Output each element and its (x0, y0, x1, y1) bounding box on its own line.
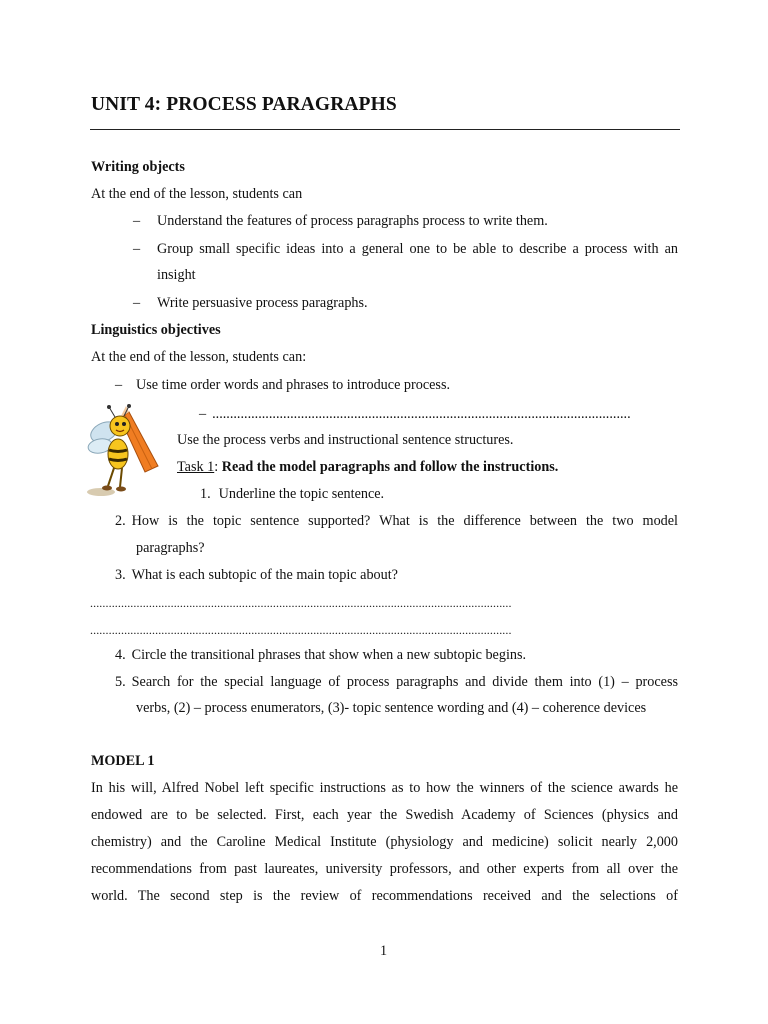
question-number: 4. (115, 647, 126, 663)
question-item (115, 673, 678, 691)
paragraph-line: world. The second step is the review of recommendations received and the selections of (91, 888, 678, 904)
answer-line: ........................................................................................................................................ (90, 623, 512, 637)
list-item-text: Group small specific ideas into a general one to be able to describe a process with an (157, 241, 678, 257)
question-text: How is the topic sentence supported? What is the difference between the two model (131, 513, 678, 529)
list-item-text: Write persuasive process paragraphs. (157, 295, 368, 311)
list-item (133, 294, 368, 312)
task-instruction (177, 458, 558, 476)
linguistics-objectives-heading: Linguistics objectives (91, 322, 221, 338)
list-item (199, 405, 631, 423)
list-item-text: Use time order words and phrases to introduce process. (136, 377, 451, 393)
paragraph-line: chemistry) and the Caroline Medical Institute (physiology and medicine) solicit nearly 2,000 (91, 834, 678, 850)
question-item (115, 566, 398, 584)
title-divider (90, 129, 680, 130)
dash-bullet: – (133, 295, 141, 311)
bee-with-pencil-icon (74, 402, 166, 500)
question-number: 5. (115, 674, 126, 690)
question-item (115, 512, 678, 530)
task-colon: : (214, 459, 219, 475)
list-item-continuation: insight (157, 267, 196, 283)
list-item-text: Understand the features of process paragraphs process to write them. (157, 213, 548, 229)
page-title: UNIT 4: PROCESS PARAGRAPHS (91, 94, 397, 115)
question-item (200, 485, 384, 503)
list-item (133, 240, 678, 258)
dotted-fill-line: ...................................................................................................................... (212, 406, 631, 422)
page-number: 1 (380, 943, 388, 959)
paragraph-line: recommendations from past laureates, university professors, and other experts from all over the (91, 861, 678, 877)
dash-bullet: – (199, 406, 207, 422)
dash-bullet: – (133, 241, 141, 257)
question-number: 2. (115, 513, 126, 529)
list-item-text: Use the process verbs and instructional sentence structures. (177, 432, 514, 448)
list-item (115, 376, 450, 394)
task-instruction-text: Read the model paragraphs and follow the instructions. (221, 459, 559, 475)
question-continuation: paragraphs? (136, 540, 205, 556)
paragraph-line: endowed are to be selected. First, each year the Swedish Academy of Sciences (physics and (91, 807, 678, 823)
question-number: 3. (115, 567, 126, 583)
question-text: Circle the transitional phrases that show when a new subtopic begins. (131, 647, 527, 663)
dash-bullet: – (133, 213, 141, 229)
question-text: Underline the topic sentence. (218, 486, 385, 502)
question-number: 1. (200, 486, 211, 502)
answer-line: ........................................................................................................................................ (90, 596, 512, 610)
paragraph-line: In his will, Alfred Nobel left specific instructions as to how the winners of the science awards he (91, 780, 678, 796)
question-text: Search for the special language of process paragraphs and divide them into (1) – process (131, 674, 678, 690)
question-text: What is each subtopic of the main topic about? (131, 567, 398, 583)
model-heading: MODEL 1 (91, 753, 155, 769)
task-label: Task 1 (177, 459, 215, 475)
writing-objects-heading: Writing objects (91, 159, 185, 175)
list-item (133, 212, 548, 230)
question-continuation: verbs, (2) – process enumerators, (3)- topic sentence wording and (4) – coherence devices (136, 700, 647, 716)
writing-objects-intro: At the end of the lesson, students can (91, 186, 303, 202)
question-item (115, 646, 526, 664)
linguistics-objectives-intro: At the end of the lesson, students can: (91, 349, 307, 365)
dash-bullet: – (115, 377, 123, 393)
